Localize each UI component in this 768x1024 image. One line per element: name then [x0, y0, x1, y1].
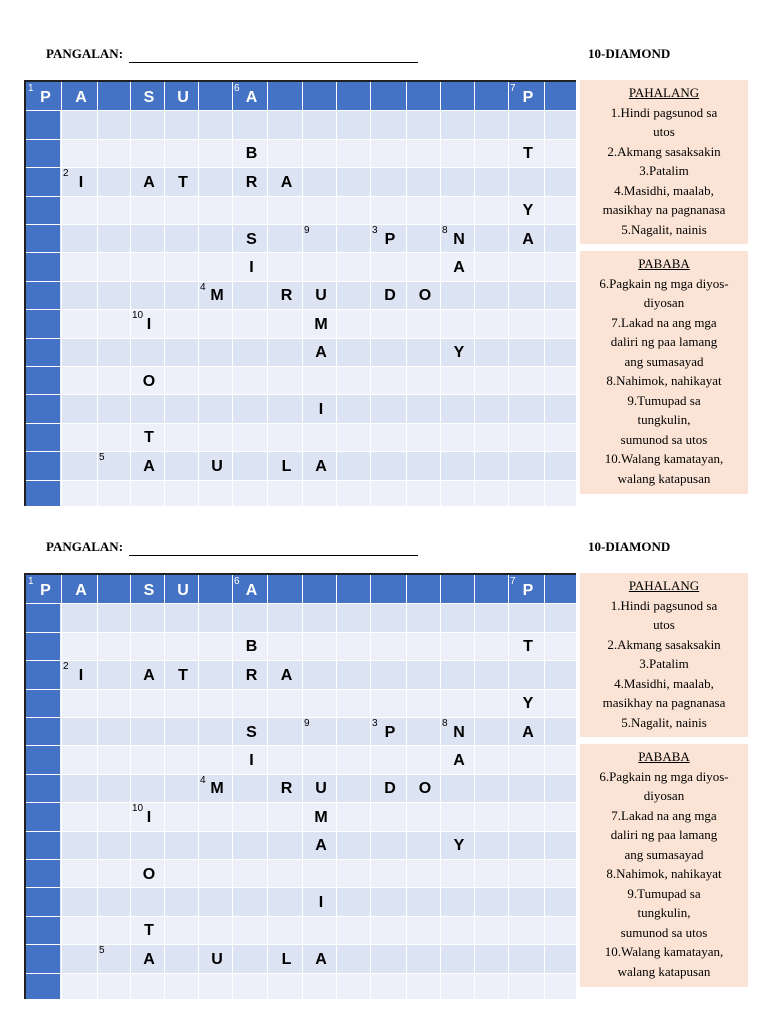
grid-letter: A — [143, 666, 155, 684]
grid-row-line — [26, 423, 576, 424]
clue-line: sumunod sa utos — [620, 924, 708, 940]
clue-line: daliri ng paa lamang — [610, 334, 718, 349]
grid-letter: M — [314, 808, 328, 826]
grid-row-line — [26, 745, 576, 746]
grid-letter: A — [143, 173, 155, 191]
grid-row-line — [26, 717, 576, 718]
grid-row — [26, 196, 576, 225]
grid-letter: B — [245, 145, 258, 163]
grid-column-line — [198, 575, 199, 999]
grid-column-line — [370, 575, 371, 999]
clue-number: 4 — [200, 774, 206, 786]
clue-line: 1.Hindi pagsunod sa — [610, 104, 718, 120]
clue-line: sumunod sa utos — [620, 431, 708, 447]
grid-letter: A — [315, 344, 327, 362]
grid-row-line — [26, 632, 576, 633]
grid-letter: R — [245, 173, 258, 191]
grid-row — [26, 139, 576, 168]
clue-number: 8 — [442, 718, 448, 729]
name-blank-line[interactable] — [129, 555, 418, 556]
grid-letter: U — [211, 950, 223, 968]
grid-row-line — [26, 887, 576, 888]
grid-letter: P — [522, 88, 534, 106]
grid-row-line — [26, 394, 576, 395]
clue-line: 5.Nagalit, nainis — [621, 221, 707, 237]
grid-letter: M — [210, 780, 224, 798]
section-label: 10-DIAMOND — [588, 46, 671, 61]
grid-letter: A — [315, 457, 327, 475]
clue-line: walang katapusan — [617, 470, 711, 486]
grid-row — [26, 603, 576, 632]
clue-line: diyosan — [643, 295, 685, 310]
grid-row-line — [26, 252, 576, 253]
worksheet-top — [0, 0, 768, 493]
grid-letter: T — [178, 666, 188, 684]
grid-left-column — [26, 82, 60, 506]
grid-letter: T — [523, 145, 533, 163]
grid-letter: U — [177, 581, 189, 599]
vertical-clues — [580, 251, 748, 494]
horizontal-clues-title: PAHALANG — [628, 85, 700, 100]
grid-letter: S — [143, 581, 155, 599]
grid-letter: T — [144, 922, 154, 940]
grid-row — [26, 973, 576, 999]
grid-row — [26, 802, 576, 831]
grid-letter: A — [75, 581, 87, 599]
grid-letter: R — [245, 666, 258, 684]
clue-line: 4.Masidhi, maalab, — [614, 182, 714, 198]
grid-letter: L — [281, 950, 292, 968]
clue-number: 7 — [510, 83, 516, 94]
grid-letter: A — [453, 258, 465, 276]
grid-letter: B — [245, 638, 258, 656]
grid-column-line — [474, 82, 475, 506]
clue-line: utos — [653, 124, 675, 139]
grid-letter: P — [384, 723, 396, 741]
clue-number: 7 — [510, 576, 516, 587]
grid-letter: A — [245, 581, 258, 599]
grid-row — [26, 717, 576, 746]
clue-line: 1.Hindi pagsunod sa — [610, 597, 718, 613]
grid-letter: U — [211, 457, 223, 475]
grid-column-line — [198, 82, 199, 506]
grid-letter: S — [246, 723, 257, 741]
grid-letter: P — [522, 581, 534, 599]
grid-letter: I — [318, 893, 324, 911]
clue-line: ang sumasayad — [624, 846, 704, 862]
grid-letter: L — [281, 457, 292, 475]
grid-letter: A — [280, 666, 293, 684]
grid-row-line — [26, 831, 576, 832]
crossword-grid — [24, 80, 576, 506]
clue-line: 10.Walang kamatayan, — [604, 451, 724, 466]
grid-column-line — [97, 82, 98, 506]
horizontal-clues — [580, 573, 748, 737]
grid-letter: O — [418, 287, 432, 305]
grid-column-line — [508, 82, 509, 506]
grid-row — [26, 632, 576, 661]
clue-line: 6.Pagkain ng mga diyos- — [599, 275, 729, 291]
grid-row — [26, 423, 576, 452]
grid-letter: A — [280, 173, 293, 191]
clue-number: 10 — [132, 310, 144, 322]
grid-letter: P — [384, 230, 396, 248]
grid-row — [26, 338, 576, 367]
grid-column-line — [61, 82, 62, 506]
clue-line: 3.Patalim — [639, 163, 689, 178]
clue-number: 2 — [63, 661, 69, 673]
clue-line: 9.Tumupad sa — [627, 885, 701, 901]
clue-line: 8.Nahimok, nahikayat — [606, 866, 722, 881]
grid-letter: D — [384, 287, 396, 305]
grid-column-line — [61, 575, 62, 999]
clue-number: 3 — [372, 718, 378, 729]
clue-line: 10.Walang kamatayan, — [604, 944, 724, 959]
grid-letter: U — [315, 780, 327, 798]
clue-number: 6 — [234, 83, 240, 94]
grid-letter: M — [210, 287, 224, 305]
horizontal-clues — [580, 80, 748, 244]
grid-letter: M — [314, 315, 328, 333]
grid-row — [26, 916, 576, 945]
grid-row-line — [26, 338, 576, 339]
grid-letter: R — [280, 780, 293, 798]
grid-letter: N — [453, 723, 465, 741]
crossword-grid — [24, 573, 576, 999]
grid-letter: U — [315, 287, 327, 305]
clue-number: 5 — [99, 452, 105, 464]
grid-row — [26, 859, 576, 888]
grid-letter: R — [280, 287, 293, 305]
grid-letter: I — [249, 751, 254, 769]
grid-row-line — [26, 224, 576, 225]
grid-letter: Y — [522, 202, 534, 220]
grid-column-line — [508, 575, 509, 999]
clue-number: 5 — [99, 945, 105, 957]
grid-letter: A — [453, 751, 465, 769]
grid-column-line — [130, 82, 131, 506]
clue-line: diyosan — [643, 788, 685, 803]
grid-letter: T — [523, 638, 533, 656]
grid-row-line — [26, 139, 576, 140]
clue-number: 3 — [372, 225, 378, 236]
clue-number: 2 — [63, 168, 69, 180]
clue-line: tungkulin, — [637, 905, 691, 920]
grid-letter: I — [249, 258, 254, 276]
clue-line: 8.Nahimok, nahikayat — [606, 373, 722, 388]
grid-letter: I — [78, 666, 84, 684]
grid-letter: A — [315, 950, 327, 968]
clue-line: 3.Patalim — [639, 656, 689, 671]
grid-column-line — [474, 575, 475, 999]
name-blank-line[interactable] — [129, 62, 418, 63]
grid-letter: O — [142, 372, 156, 390]
clue-line: 7.Lakad na ang mga — [611, 314, 717, 330]
clue-number: 8 — [442, 225, 448, 236]
clue-number: 6 — [234, 576, 240, 587]
horizontal-clues-title: PAHALANG — [628, 578, 700, 593]
grid-letter: P — [40, 88, 51, 106]
grid-column-line — [370, 82, 371, 506]
grid-letter: Y — [522, 695, 534, 713]
grid-row-line — [26, 110, 576, 111]
grid-row — [26, 366, 576, 395]
grid-letter: Y — [453, 344, 465, 362]
clue-number: 9 — [304, 225, 310, 236]
clue-line: 2.Akmang sasaksakin — [607, 636, 721, 652]
grid-letter: T — [144, 429, 154, 447]
grid-column-line — [97, 575, 98, 999]
grid-letter: S — [246, 230, 257, 248]
grid-letter: T — [178, 173, 188, 191]
clue-number: 4 — [200, 281, 206, 293]
clue-line: walang katapusan — [617, 963, 711, 979]
clue-line: utos — [653, 617, 675, 632]
grid-letter: S — [143, 88, 155, 106]
grid-row — [26, 887, 576, 916]
grid-row — [26, 575, 576, 604]
grid-row — [26, 252, 576, 281]
grid-letter: D — [384, 780, 396, 798]
vertical-clues-title: PABABA — [638, 749, 690, 764]
grid-letter: I — [146, 808, 152, 826]
grid-letter: A — [315, 837, 327, 855]
clue-line: masikhay na pagnanasa — [602, 202, 726, 217]
clue-number: 1 — [28, 83, 34, 94]
clue-number: 1 — [28, 576, 34, 587]
worksheet-bottom — [0, 493, 768, 986]
vertical-clues-title: PABABA — [638, 256, 690, 271]
grid-letter: Y — [453, 837, 465, 855]
grid-row — [26, 224, 576, 253]
grid-row — [26, 745, 576, 774]
clue-line: masikhay na pagnanasa — [602, 695, 726, 710]
grid-left-column — [26, 575, 60, 999]
section-label: 10-DIAMOND — [588, 539, 671, 554]
grid-letter: P — [40, 581, 51, 599]
grid-row-line — [26, 859, 576, 860]
grid-row — [26, 394, 576, 423]
grid-letter: O — [142, 865, 156, 883]
clue-line: daliri ng paa lamang — [610, 827, 718, 842]
grid-row — [26, 82, 576, 111]
grid-letter: A — [143, 950, 155, 968]
grid-letter: A — [75, 88, 87, 106]
grid-row — [26, 689, 576, 718]
grid-row-line — [26, 916, 576, 917]
clue-line: 5.Nagalit, nainis — [621, 714, 707, 730]
grid-row — [26, 831, 576, 860]
name-label: PANGALAN: — [46, 46, 124, 61]
grid-row-line — [26, 366, 576, 367]
grid-row — [26, 309, 576, 338]
clue-line: 9.Tumupad sa — [627, 392, 701, 408]
grid-letter: N — [453, 230, 465, 248]
grid-letter: I — [318, 400, 324, 418]
grid-letter: I — [146, 315, 152, 333]
clue-line: 6.Pagkain ng mga diyos- — [599, 768, 729, 784]
clue-line: ang sumasayad — [624, 353, 704, 369]
grid-column-line — [130, 575, 131, 999]
grid-letter: A — [245, 88, 258, 106]
clue-line: tungkulin, — [637, 412, 691, 427]
clue-line: 7.Lakad na ang mga — [611, 807, 717, 823]
grid-letter: A — [522, 723, 534, 741]
clue-line: 4.Masidhi, maalab, — [614, 675, 714, 691]
grid-letter: A — [143, 457, 155, 475]
grid-letter: O — [418, 780, 432, 798]
grid-letter: I — [78, 173, 84, 191]
clue-line: 2.Akmang sasaksakin — [607, 143, 721, 159]
grid-letter: U — [177, 88, 189, 106]
vertical-clues — [580, 744, 748, 987]
grid-row — [26, 110, 576, 139]
name-label: PANGALAN: — [46, 539, 124, 554]
clue-number: 9 — [304, 718, 310, 729]
clue-number: 10 — [132, 803, 144, 815]
grid-row-line — [26, 603, 576, 604]
grid-letter: A — [522, 230, 534, 248]
